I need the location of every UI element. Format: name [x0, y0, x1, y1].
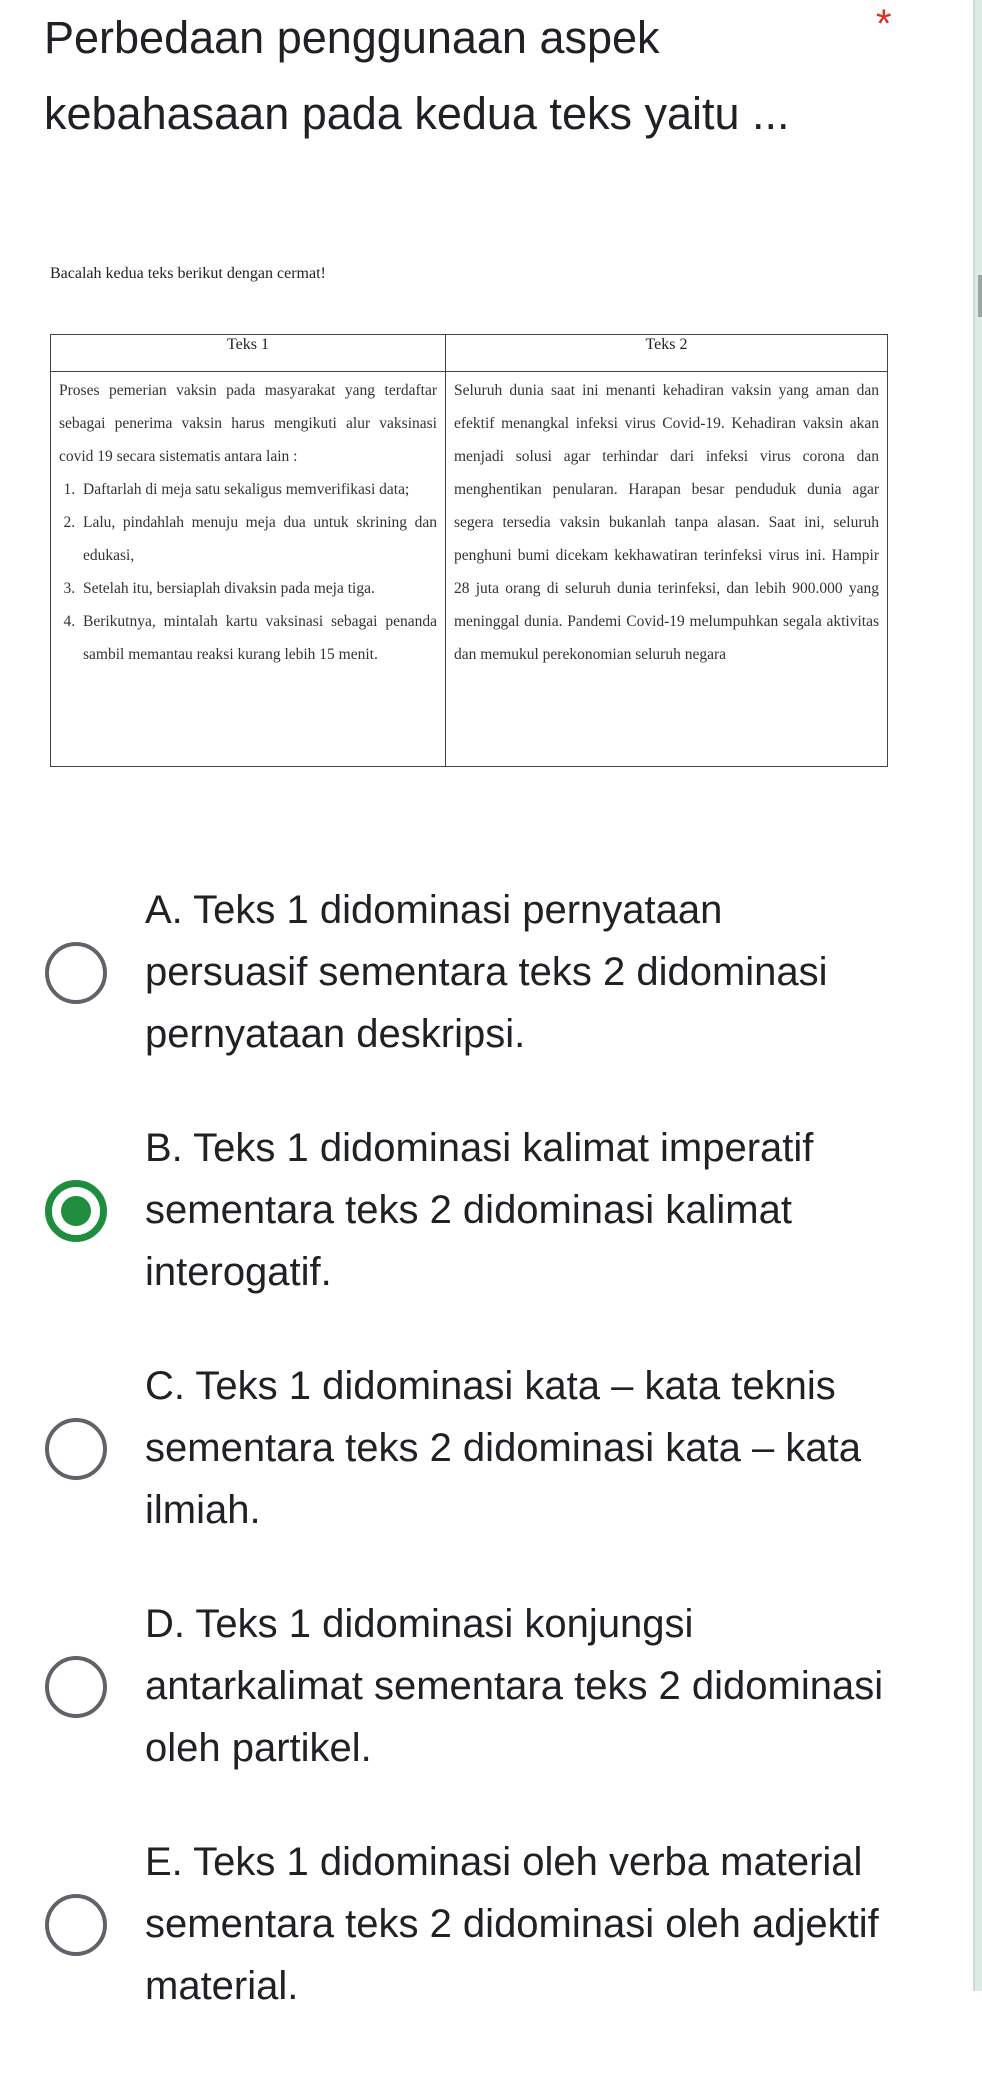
header-teks-2: Teks 2	[446, 335, 888, 372]
teks-1-steps	[59, 473, 437, 671]
question-title: Perbedaan penggunaan aspek kebahasaan pada kedua teks yaitu ...	[44, 12, 790, 139]
option-c[interactable]	[0, 1364, 960, 1615]
scrollbar[interactable]	[978, 275, 982, 317]
option-e-label[interactable]: E. Teks 1 didominasi oleh verba material sementara teks 2 didominasi oleh adjektif material.	[145, 1840, 879, 2008]
radio-a[interactable]	[45, 942, 107, 1004]
step: 3. Setelah itu, bersiaplah divaksin pada meja tiga.	[79, 572, 437, 605]
step: 4. Berikutnya, mintalah kartu vaksinasi sebagai penanda sambil memantau reaksi kurang lebih 15 menit.	[79, 605, 437, 671]
option-e[interactable]	[0, 1840, 960, 2091]
required-marker: *	[876, 2, 892, 46]
option-b[interactable]	[0, 1126, 960, 1377]
radio-c[interactable]	[45, 1418, 107, 1480]
option-d-label[interactable]: D. Teks 1 didominasi konjungsi antarkalimat sementara teks 2 didominasi oleh partikel.	[145, 1602, 884, 1770]
step: 1. Daftarlah di meja satu sekaligus memverifikasi data;	[79, 473, 437, 506]
option-b-label[interactable]: B. Teks 1 didominasi kalimat imperatif sementara teks 2 didominasi kalimat interogatif.	[145, 1126, 814, 1294]
passage-table	[50, 334, 888, 767]
radio-b-selected[interactable]	[45, 1180, 107, 1242]
option-d[interactable]	[0, 1602, 960, 1853]
teks-1-intro: Proses pemerian vaksin pada masyarakat yang terdaftar sebagai penerima vaksin harus mengikuti alur vaksinasi covid 19 secara sistematis antara lain :	[59, 382, 437, 465]
option-a[interactable]	[0, 888, 960, 1139]
header-teks-1: Teks 1	[51, 335, 446, 372]
option-c-label[interactable]: C. Teks 1 didominasi kata – kata teknis sementara teks 2 didominasi kata – kata ilmiah.	[145, 1364, 861, 1532]
step: 2. Lalu, pindahlah menuju meja dua untuk skrining dan edukasi,	[79, 506, 437, 572]
radio-d[interactable]	[45, 1656, 107, 1718]
passage-intro: Bacalah kedua teks berikut dengan cermat!	[50, 265, 326, 282]
teks-1-cell	[51, 372, 446, 767]
radio-e[interactable]	[45, 1894, 107, 1956]
teks-2-cell: Seluruh dunia saat ini menanti kehadiran vaksin yang aman dan efektif menangkal infeksi virus Covid-19. Kehadiran vaksin akan menjadi solusi agar terhindar dari infeksi virus corona dan menghentikan penularan. Harapan besar penduduk dunia agar segera tersedia vaksin bukanlah tanpa alasan. Saat ini, seluruh penghuni bumi dicekam kekhawatiran terinfeksi virus ini. Hampir 28 juta orang di seluruh dunia terinfeksi, dan lebih 900.000 yang meninggal dunia. Pandemi Covid-19 melumpuhkan segala aktivitas dan memukul perekonomian seluruh negara	[446, 372, 888, 767]
option-a-label[interactable]: A. Teks 1 didominasi pernyataan persuasif sementara teks 2 didominasi pernyataan deskripsi.	[145, 888, 828, 1056]
